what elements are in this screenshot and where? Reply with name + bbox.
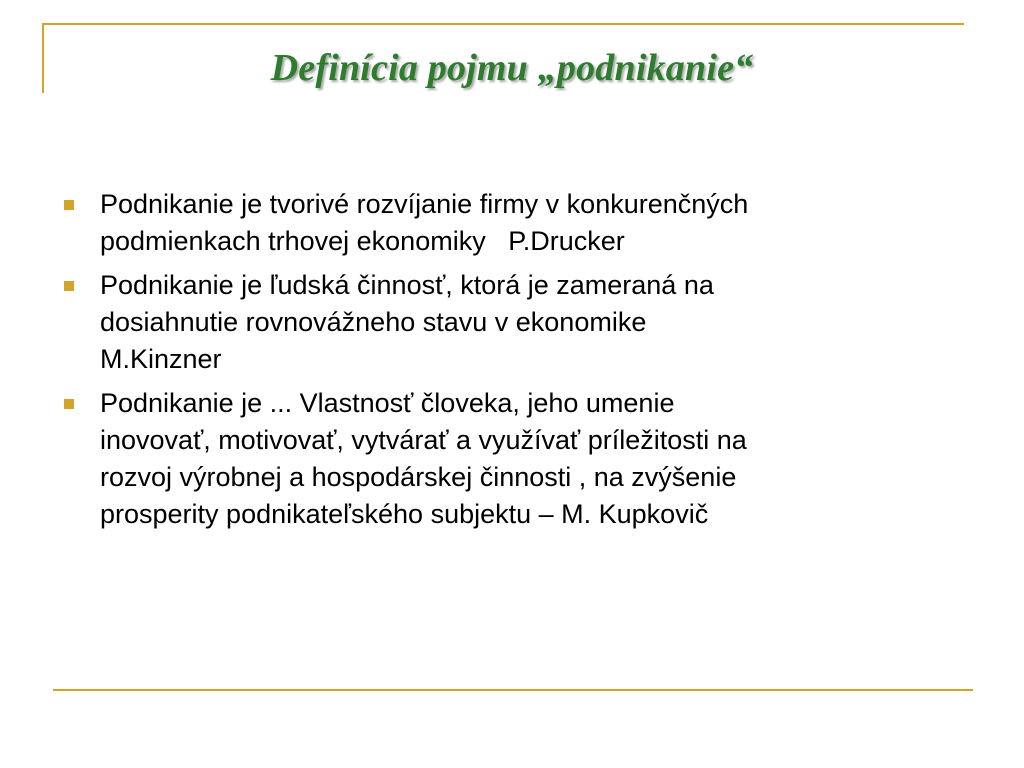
square-bullet-icon <box>64 399 74 409</box>
frame-bottom-line <box>53 689 973 691</box>
bullet-list <box>62 186 962 540</box>
square-bullet-icon <box>64 281 74 291</box>
bullet-item <box>62 186 962 260</box>
bullet-text: Podnikanie je tvorivé rozvíjanie firmy v konkurenčných podmienkach trhovej ekonomiky P.Drucker <box>100 189 749 256</box>
bullet-item <box>62 267 962 378</box>
bullet-text: Podnikanie je ľudská činnosť, ktorá je zameraná na dosiahnutie rovnovážneho stavu v ekonomike M.Kinzner <box>100 270 714 374</box>
bullet-text: Podnikanie je ... Vlastnosť človeka, jeho umenie inovovať, motivovať, vytvárať a využívať príležitosti na rozvoj výrobnej a hospodárskej činnosti , na zvýšenie prosperity podnikateľského subjektu – M. Kupkovič <box>100 388 747 529</box>
bullet-item <box>62 385 962 533</box>
slide-title: Definícia pojmu „podnikanie“ <box>270 47 754 89</box>
square-bullet-icon <box>64 200 74 210</box>
frame-top-line <box>42 23 964 25</box>
